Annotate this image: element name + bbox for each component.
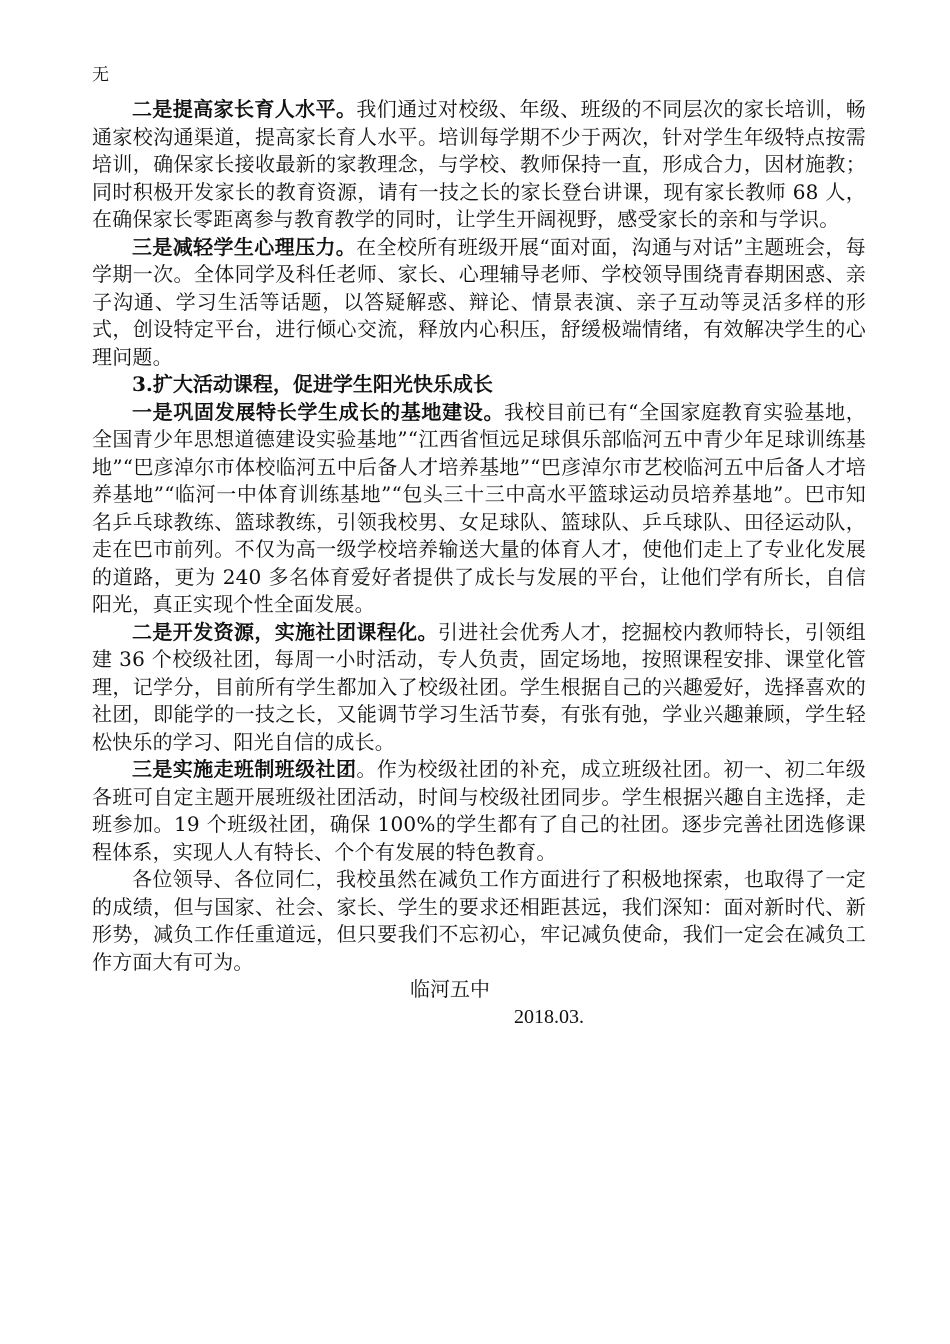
paragraph-class-clubs — [92, 756, 866, 866]
section-heading: 3.扩大活动课程，促进学生阳光快乐成长 — [132, 372, 493, 396]
header-mark: 无 — [92, 65, 109, 85]
paragraph-lead: 二是开发资源，实施社团课程化。 — [132, 619, 438, 644]
paragraph-body: 我们通过对校级、年级、班级的不同层次的家长培训，畅通家校沟通渠道，提高家长育人水平。培训每学期不少于两次，针对学生年级特点按需培训，确保家长接收最新的家教理念，与学校、教师保持一直，形成合力，因材施教；同时积极开发家长的教育资源，请有一技之长的家长登台讲课，现有家长教师 68 人，在确保家长零距离参与教育教学的同时，让学生开阔视野，感受家长的亲和与学识。 — [92, 97, 867, 231]
paragraph-body: 我校目前已有“全国家庭教育实验基地，全国青少年思想道德建设实验基地”“江西省恒远足球俱乐部临河五中青少年足球训练基地”“巴彦淖尔市体校临河五中后备人才培养基地”“巴彦淖尔市艺校临河五中后备人才培养基地”“临河一中体育训练基地”“包头三十三中高水平篮球运动员培养基地”。巴市知名乒乓球教练、篮球教练，引领我校男、女足球队、篮球队、乒乓球队、田径运动队，走在巴市前列。不仅为高一级学校培养输送大量的体育人才，使他们走上了专业化发展的道路，更为 240 多名体育爱好者提供了成长与发展的平台，让他们学有所长，自信阳光，真正实现个性全面发展。 — [92, 399, 866, 616]
closing-paragraph: 各位领导、各位同仁，我校虽然在减负工作方面进行了积极地探索，也取得了一定的成绩，但与国家、社会、家长、学生的要求还相距甚远，我们深知：面对新时代、新形势，减负工作任重道远，但只要我们不忘初心，牢记减负使命，我们一定会在减负工作方面大有可为。 — [92, 867, 866, 974]
paragraph-lead: 一是巩固发展特长学生成长的基地建设。 — [132, 399, 505, 424]
paragraph-psychological-pressure — [92, 234, 866, 372]
paragraph-lead: 三是减轻学生心理压力。 — [132, 234, 357, 259]
paragraph-lead: 三是实施走班制班级社团 — [132, 757, 357, 781]
paragraph-training-bases — [92, 399, 866, 619]
signature-school: 临河五中 — [410, 977, 490, 1001]
paragraph-parent-training — [92, 96, 866, 234]
paragraph-body: 。作为校级社团的补充，成立班级社团。初一、初二年级各班可自定主题开展班级社团活动，时间与校级社团同步。学生根据兴趣自主选择，走班参加。19 个班级社团，确保 100%的学生都有了自己的社团。逐步完善社团选修课程体系，实现人人有特长、个个有发展的特色教育。 — [92, 757, 867, 864]
paragraph-lead: 二是提高家长育人水平。 — [132, 97, 357, 121]
paragraph-club-curriculum — [92, 619, 866, 757]
paragraph-body: 在全校所有班级开展“面对面，沟通与对话”主题班会，每学期一次。全体同学及科任老师、家长、心理辅导老师、学校领导围绕青春期困惑、亲子沟通、学习生活等话题，以答疑解惑、辩论、情景表演、亲子互动等灵活多样的形式，创设特定平台，进行倾心交流，释放内心积压，舒缓极端情绪，有效解决学生的心理问题。 — [92, 234, 866, 369]
paragraph-body: 引进社会优秀人才，挖掘校内教师特长，引领组建 36 个校级社团，每周一小时活动，专人负责，固定场地，按照课程安排、课堂化管理，记学分，目前所有学生都加入了校级社团。学生根据自己的兴趣爱好，选择喜欢的社团，即能学的一技之长，又能调节学习生活节奏，有张有弛，学业兴趣兼顾，学生轻松快乐的学习、阳光自信的成长。 — [92, 619, 867, 754]
signature-date: 2018.03. — [514, 1005, 584, 1028]
document-page — [92, 62, 866, 1031]
